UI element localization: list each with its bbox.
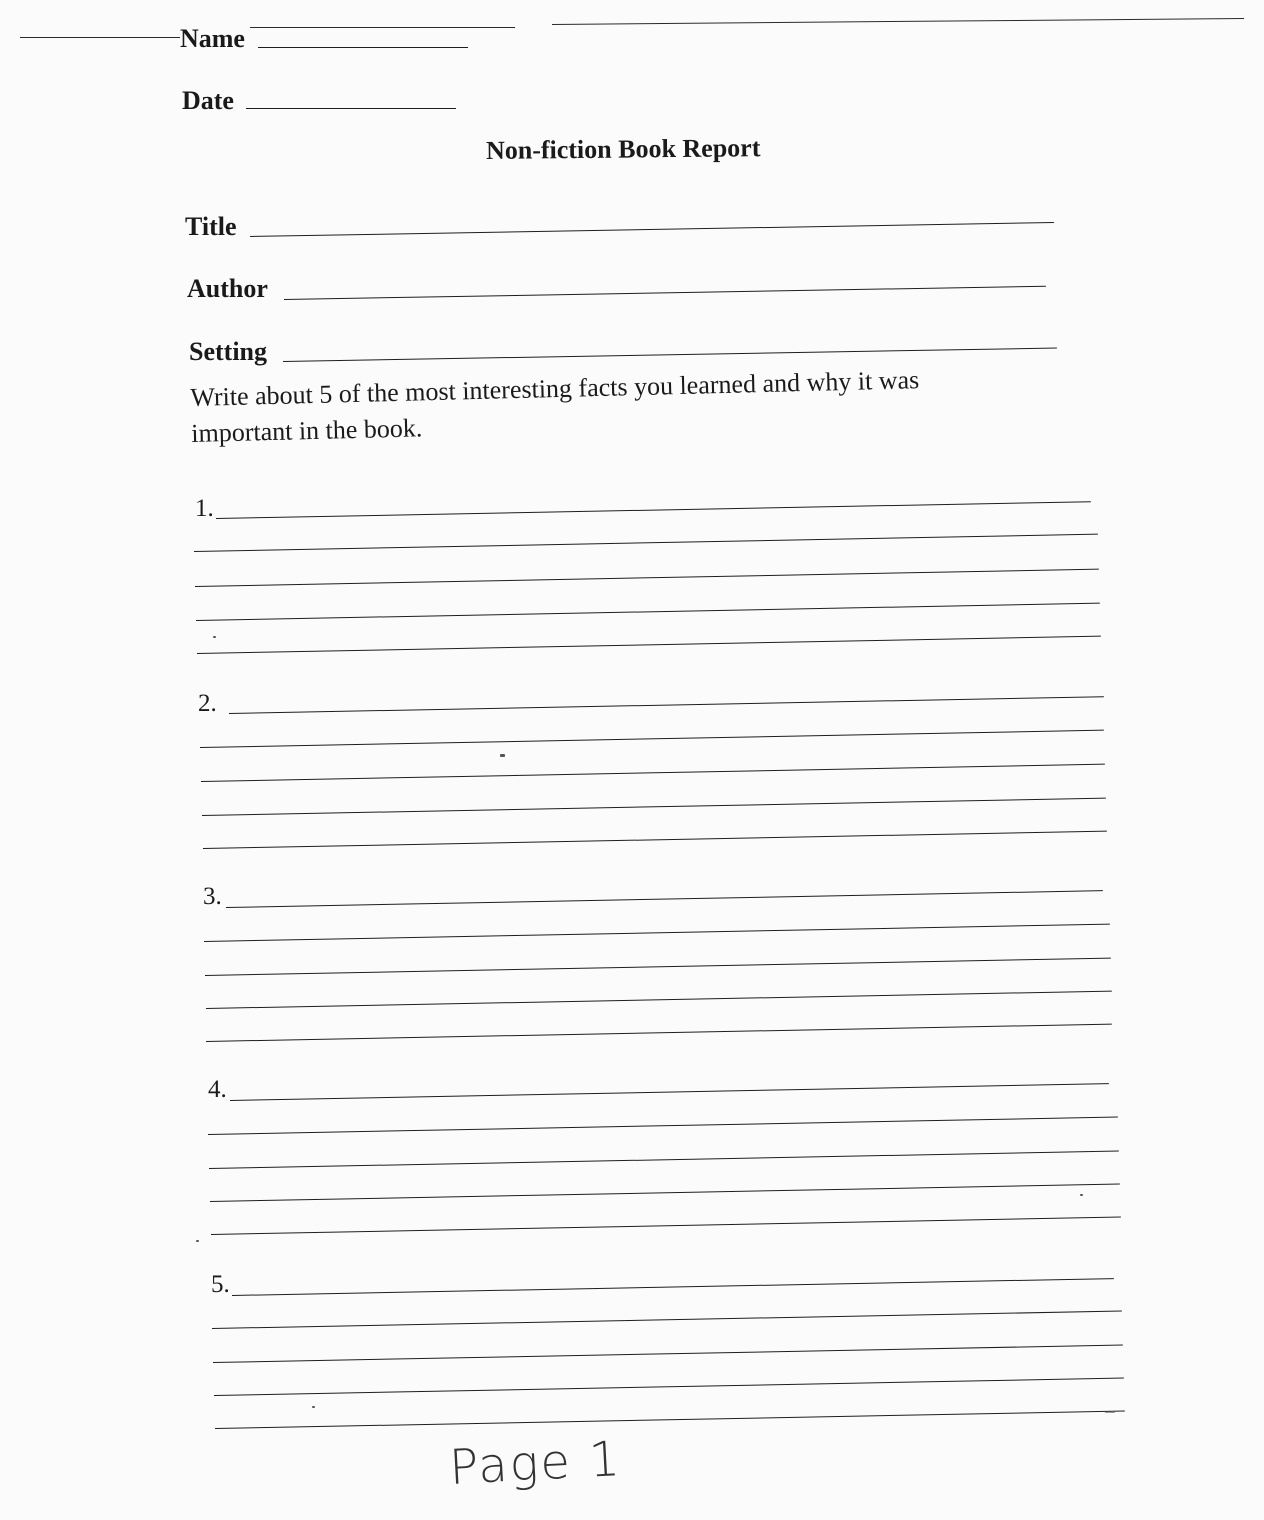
fact-3-line-5[interactable] <box>206 1024 1112 1042</box>
fact-5-line-2[interactable] <box>212 1311 1122 1329</box>
fact-4-line-4[interactable] <box>210 1184 1120 1202</box>
fact-3-line-1[interactable] <box>226 890 1103 908</box>
fact-2-line-4[interactable] <box>202 798 1106 816</box>
fact-number-3: 3. <box>203 883 222 910</box>
fact-4-line-5[interactable] <box>211 1217 1121 1235</box>
name-label: Name <box>180 24 245 53</box>
scan-speck <box>312 1406 315 1408</box>
page-title: Non-fiction Book Report <box>485 133 761 165</box>
fact-number-5: 5. <box>211 1271 230 1298</box>
fact-1-line-5[interactable] <box>197 636 1101 654</box>
instructions-text: Write about 5 of the most interesting facts you learned and why it was important in the book. <box>190 365 920 448</box>
scan-speck <box>1105 1412 1115 1413</box>
fact-number-4: 4. <box>208 1076 227 1103</box>
fact-5-line-5[interactable] <box>215 1411 1125 1429</box>
fact-2-line-5[interactable] <box>203 831 1107 849</box>
fact-2-line-3[interactable] <box>201 764 1105 782</box>
title-field[interactable] <box>250 222 1054 237</box>
fact-number-2: 2. <box>198 690 217 717</box>
fact-5-line-1[interactable] <box>232 1278 1114 1296</box>
fact-5-line-3[interactable] <box>213 1345 1123 1363</box>
fact-2-line-1[interactable] <box>229 696 1104 714</box>
setting-field[interactable] <box>283 347 1057 362</box>
author-label: Author <box>187 274 268 303</box>
scan-edge-line-left <box>20 37 180 38</box>
fact-4-line-3[interactable] <box>209 1151 1119 1169</box>
scan-edge-line-right <box>552 18 1244 25</box>
scan-speck <box>1080 1194 1083 1196</box>
fact-3-line-2[interactable] <box>204 924 1110 942</box>
scan-edge-line-mid <box>250 27 515 28</box>
setting-label: Setting <box>189 337 267 366</box>
scan-speck <box>196 1240 199 1242</box>
fact-5-line-4[interactable] <box>214 1378 1124 1396</box>
handwritten-page-note: Page 1 <box>448 1430 624 1496</box>
fact-number-1: 1. <box>195 495 214 522</box>
fact-3-line-4[interactable] <box>206 991 1112 1009</box>
date-field[interactable] <box>246 108 456 109</box>
name-field[interactable] <box>258 47 468 48</box>
fact-1-line-2[interactable] <box>194 534 1098 552</box>
fact-1-line-4[interactable] <box>196 603 1100 621</box>
scan-speck <box>213 636 216 638</box>
title-label: Title <box>185 212 237 241</box>
fact-2-line-2[interactable] <box>200 730 1104 748</box>
scan-speck <box>500 754 505 757</box>
fact-1-line-1[interactable] <box>216 501 1091 519</box>
fact-4-line-2[interactable] <box>208 1117 1118 1135</box>
fact-1-line-3[interactable] <box>195 569 1099 587</box>
date-label: Date <box>182 86 234 115</box>
author-field[interactable] <box>284 286 1046 300</box>
fact-4-line-1[interactable] <box>230 1083 1109 1101</box>
fact-3-line-3[interactable] <box>205 958 1111 976</box>
